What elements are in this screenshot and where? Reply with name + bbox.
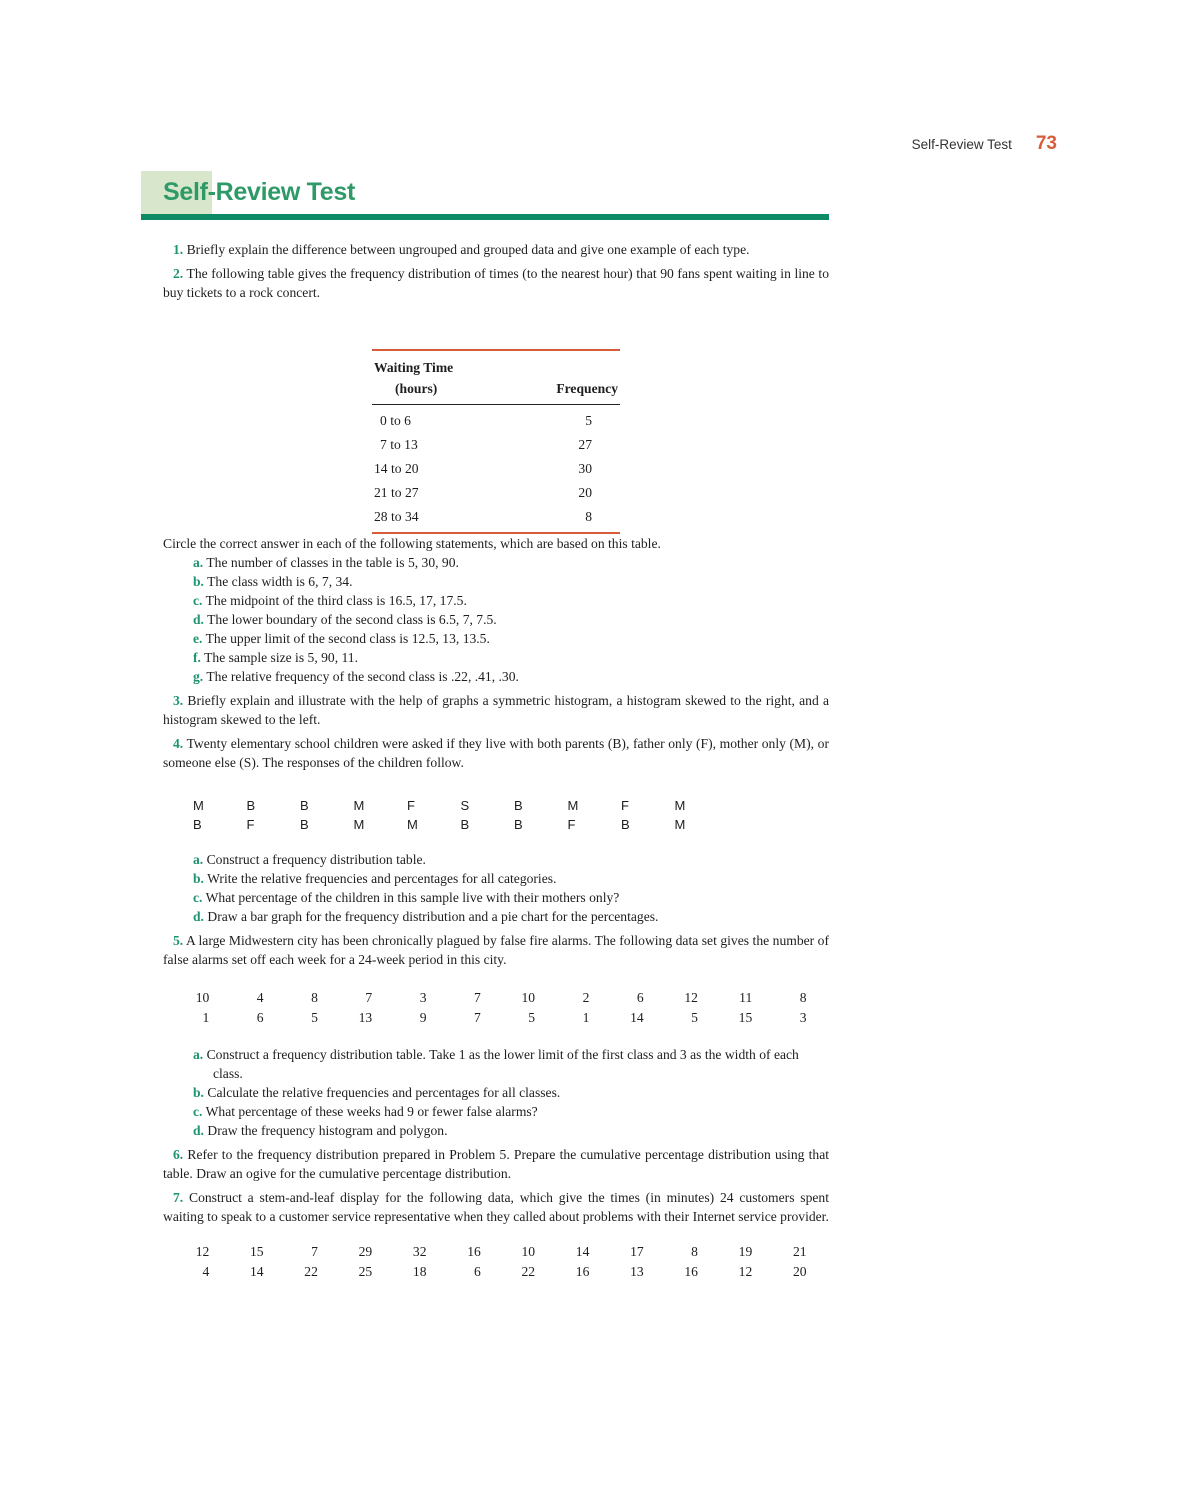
title-rule <box>141 214 829 220</box>
list-item <box>193 610 829 629</box>
item-label: a. <box>193 1047 204 1062</box>
table-row <box>372 457 620 481</box>
item-label: a. <box>193 555 204 570</box>
item-text: Construct a frequency distribution table. <box>206 852 426 867</box>
data-cell: 12 <box>195 1244 210 1259</box>
data-cell: 7 <box>473 1010 481 1025</box>
data-cell: 15 <box>250 1244 264 1259</box>
data-cell: 6 <box>473 1264 481 1279</box>
frequency-cell: 5 <box>585 413 592 428</box>
frequency-cell: 27 <box>578 437 592 452</box>
item-text: The lower boundary of the second class is 6.5, 7, 7.5. <box>207 612 497 627</box>
data-cell: 10 <box>521 990 536 1005</box>
question-6 <box>163 1145 829 1183</box>
item-label: d. <box>193 612 204 627</box>
item-label: a. <box>193 852 204 867</box>
item-label: c. <box>193 1104 203 1119</box>
list-item <box>193 572 829 591</box>
list-item <box>193 888 829 907</box>
list-item <box>193 591 829 610</box>
data-cell: 1 <box>582 1010 590 1025</box>
item-text: Calculate the relative frequencies and percentages for all classes. <box>207 1085 561 1100</box>
data-cell: 13 <box>358 1010 373 1025</box>
data-cell: 3 <box>799 1010 807 1025</box>
data-cell: 5 <box>528 1010 536 1025</box>
class-cell: 14 to 20 <box>374 461 419 476</box>
list-item <box>193 1102 829 1121</box>
question-text: Briefly explain and illustrate with the help of graphs a symmetric histogram, a histogram skewed to the right, and a histogram skewed to the left. <box>163 693 829 727</box>
item-text: The midpoint of the third class is 16.5, 17, 17.5. <box>205 593 467 608</box>
frequency-table <box>372 349 620 534</box>
question-2-items <box>163 553 829 686</box>
data-cell: 14 <box>250 1264 264 1279</box>
data-cell: 6 <box>636 990 644 1005</box>
waiting-times-data-grid <box>163 1242 829 1282</box>
data-cell: 4 <box>202 1264 210 1279</box>
data-cell: 7 <box>473 990 481 1005</box>
data-cell: 8 <box>799 990 807 1005</box>
response-cell: M <box>674 798 686 813</box>
question-4-items <box>163 850 829 926</box>
item-label: e. <box>193 631 203 646</box>
question-5-items <box>163 1045 829 1140</box>
item-label: d. <box>193 909 204 924</box>
table-header-row <box>372 350 620 405</box>
item-label: g. <box>193 669 204 684</box>
data-cell: 7 <box>365 990 373 1005</box>
alarms-data-grid <box>163 988 829 1028</box>
data-cell: 22 <box>304 1264 318 1279</box>
response-cell: F <box>246 817 255 832</box>
data-cell: 3 <box>419 990 427 1005</box>
data-cell: 16 <box>467 1244 481 1259</box>
list-item <box>193 667 829 686</box>
data-cell: 12 <box>684 990 698 1005</box>
item-text: What percentage of the children in this sample live with their mothers only? <box>205 890 620 905</box>
data-cell: 10 <box>521 1244 536 1259</box>
question-text: Briefly explain the difference between ungrouped and grouped data and give one example of each type. <box>186 242 750 257</box>
question-text: The following table gives the frequency distribution of times (to the nearest hour) that 90 fans spent waiting in line to buy tickets to a rock concert. <box>163 266 829 300</box>
response-cell: B <box>300 798 309 813</box>
list-item <box>193 629 829 648</box>
data-cell: 22 <box>521 1264 536 1279</box>
list-item <box>193 907 829 926</box>
item-text: Draw a bar graph for the frequency distribution and a pie chart for the percentages. <box>207 909 659 924</box>
data-cell: 9 <box>419 1010 427 1025</box>
item-text: The upper limit of the second class is 12.5, 13, 13.5. <box>205 631 490 646</box>
question-text: A large Midwestern city has been chronically plagued by false fire alarms. The following data set gives the number of false alarms set off each week for a 24-week period in this city. <box>163 933 829 967</box>
question-7 <box>163 1188 829 1226</box>
data-cell: 5 <box>311 1010 318 1025</box>
response-cell: B <box>193 817 202 832</box>
question-1 <box>163 240 829 259</box>
questions <box>163 240 829 1282</box>
question-number: 1. <box>173 242 184 257</box>
data-cell: 4 <box>256 990 264 1005</box>
list-item <box>193 553 829 572</box>
response-cell: B <box>621 817 630 832</box>
list-item <box>193 869 829 888</box>
responses-grid <box>193 796 829 834</box>
response-cell: F <box>621 798 629 813</box>
table-row <box>372 481 620 505</box>
data-cell: 16 <box>684 1264 698 1279</box>
header-line: Waiting Time <box>374 360 454 375</box>
response-cell: B <box>246 798 256 813</box>
class-cell: 7 to 13 <box>380 437 418 452</box>
response-cell: M <box>353 798 365 813</box>
question-number: 4. <box>173 736 184 751</box>
data-cell: 13 <box>630 1264 644 1279</box>
item-text: Write the relative frequencies and percentages for all categories. <box>207 871 557 886</box>
response-cell: M <box>567 798 579 813</box>
data-cell: 12 <box>738 1264 753 1279</box>
waiting-time-header <box>372 350 511 405</box>
data-cell: 11 <box>739 990 753 1005</box>
response-cell: B <box>514 798 523 813</box>
response-cell: F <box>567 817 576 832</box>
response-cell: M <box>193 798 204 813</box>
response-cell: B <box>514 817 523 832</box>
question-text: Twenty elementary school children were asked if they live with both parents (B), father only (F), mother only (M), or someone else (S). The responses of the children follow. <box>163 736 829 770</box>
data-cell: 19 <box>738 1244 753 1259</box>
question-text: Construct a stem-and-leaf display for the following data, which give the times (in minutes) 24 customers spent waiting to speak to a customer service representative when they called about problems with their Internet service provider. <box>163 1190 829 1224</box>
item-text: Construct a frequency distribution table. Take 1 as the lower limit of the first class and 3 as the width of each class. <box>206 1047 799 1081</box>
item-label: f. <box>193 650 201 665</box>
data-cell: 7 <box>311 1244 318 1259</box>
item-text: Draw the frequency histogram and polygon. <box>207 1123 448 1138</box>
data-cell: 8 <box>691 1244 698 1259</box>
data-cell: 15 <box>738 1010 753 1025</box>
data-cell: 10 <box>195 990 210 1005</box>
response-cell: S <box>460 798 470 813</box>
table-row <box>372 505 620 533</box>
item-text: The sample size is 5, 90, 11. <box>204 650 358 665</box>
header-line: (hours) <box>395 381 438 396</box>
class-cell: 0 to 6 <box>380 413 411 428</box>
data-cell: 17 <box>630 1244 644 1259</box>
response-cell: M <box>674 817 686 832</box>
item-text: The class width is 6, 7, 34. <box>207 574 353 589</box>
question-text: Refer to the frequency distribution prepared in Problem 5. Prepare the cumulative percentage distribution using that table. Draw an ogive for the cumulative percentage distribution. <box>163 1147 829 1181</box>
frequency-cell: 30 <box>578 461 592 476</box>
list-item <box>193 1121 829 1140</box>
data-cell: 16 <box>575 1264 590 1279</box>
question-number: 3. <box>173 693 184 708</box>
data-cell: 2 <box>582 990 590 1005</box>
data-cell: 5 <box>691 1010 698 1025</box>
section-title: Self-Review Test <box>163 178 356 206</box>
data-cell: 8 <box>311 990 318 1005</box>
data-cell: 1 <box>202 1010 210 1025</box>
data-cell: 21 <box>792 1244 807 1259</box>
item-label: b. <box>193 574 204 589</box>
response-cell: M <box>353 817 365 832</box>
data-cell: 29 <box>358 1244 373 1259</box>
data-cell: 14 <box>575 1244 590 1259</box>
list-item <box>193 850 829 869</box>
running-head <box>912 133 1057 155</box>
item-text: The number of classes in the table is 5, 30, 90. <box>206 555 459 570</box>
data-cell: 25 <box>358 1264 373 1279</box>
item-label: b. <box>193 1085 204 1100</box>
data-cell: 6 <box>256 1010 264 1025</box>
question-number: 2. <box>173 266 184 281</box>
page-number: 73 <box>1035 133 1057 154</box>
list-item <box>193 648 829 667</box>
question-5 <box>163 931 829 969</box>
item-label: c. <box>193 890 203 905</box>
data-cell: 14 <box>630 1010 644 1025</box>
item-text: What percentage of these weeks had 9 or fewer false alarms? <box>205 1104 538 1119</box>
class-cell: 28 to 34 <box>374 509 419 524</box>
question-number: 5. <box>173 933 184 948</box>
item-text: The relative frequency of the second class is .22, .41, .30. <box>206 669 519 684</box>
item-label: c. <box>193 593 203 608</box>
running-title: Self-Review Test <box>911 137 1012 152</box>
response-cell: B <box>300 817 309 832</box>
list-item <box>193 1083 829 1102</box>
frequency-cell: 8 <box>585 509 592 524</box>
table-row <box>372 405 620 434</box>
class-cell: 21 to 27 <box>374 485 419 500</box>
data-cell: 20 <box>792 1264 807 1279</box>
question-2-intro: Circle the correct answer in each of the following statements, which are based on this table. <box>163 536 661 551</box>
data-cell: 32 <box>412 1244 427 1259</box>
list-item <box>193 1045 829 1083</box>
question-3 <box>163 691 829 729</box>
item-label: b. <box>193 871 204 886</box>
frequency-cell: 20 <box>578 485 592 500</box>
response-cell: B <box>460 817 470 832</box>
table-row <box>372 433 620 457</box>
question-2 <box>163 264 829 302</box>
question-4 <box>163 734 829 772</box>
response-cell: M <box>407 817 418 832</box>
question-number: 7. <box>173 1190 184 1205</box>
response-cell: F <box>407 798 415 813</box>
question-number: 6. <box>173 1147 184 1162</box>
frequency-header: Frequency <box>511 350 620 405</box>
item-label: d. <box>193 1123 204 1138</box>
data-cell: 18 <box>412 1264 427 1279</box>
